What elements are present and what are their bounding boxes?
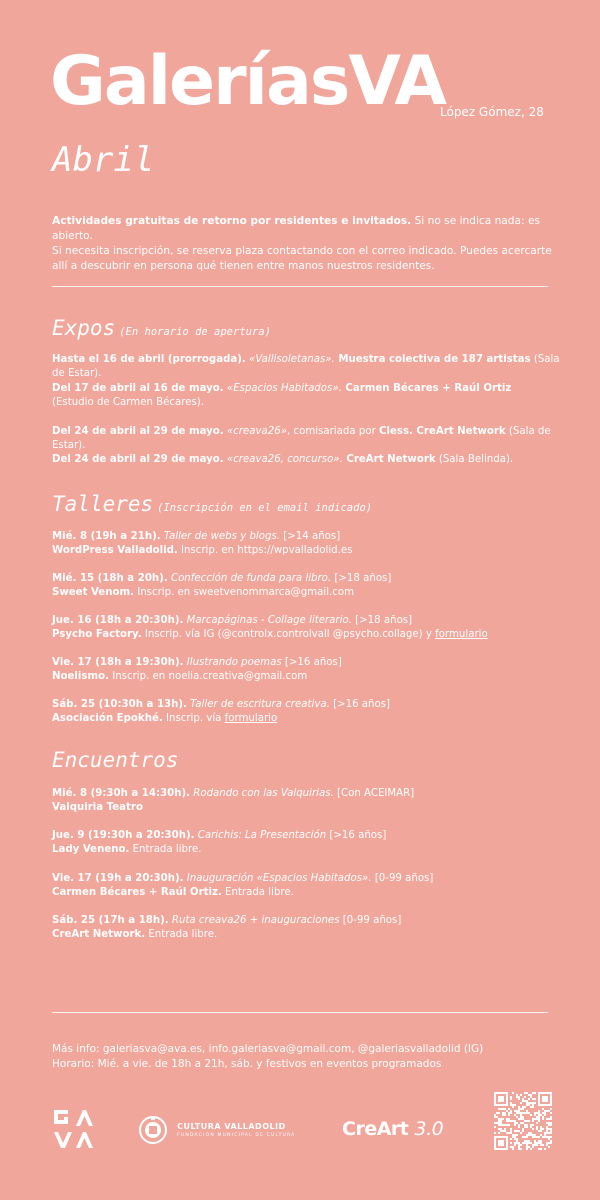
encuentro-info: Entrada libre. — [221, 887, 294, 898]
encuentro-item — [52, 829, 572, 857]
expo-work: «creava26, concurso». — [226, 454, 343, 465]
encuentro-org: Valquiria Teatro — [52, 802, 143, 813]
expo-item — [52, 425, 572, 453]
taller-info: Inscrip. vía IG (@controlx.controlvall @psycho.collage) y — [141, 629, 436, 640]
creart-version: 3.0 — [414, 1118, 444, 1140]
address: López Gómez, 28 — [440, 105, 544, 119]
talleres-title: Talleres — [52, 492, 154, 516]
taller-name: Marcapáginas - Collage literario. — [186, 615, 352, 626]
coat-of-arms-icon — [138, 1114, 168, 1146]
taller-org: WordPress Valladolid. — [52, 545, 178, 556]
encuentro-name: Ruta creava26 + inauguraciones — [171, 915, 340, 926]
talleres-subtitle: (Inscripción en el email indicado) — [157, 502, 373, 514]
taller-name: Confección de funda para libro. — [170, 573, 332, 584]
page-title: GaleríasVA — [50, 42, 445, 121]
creart-logo — [342, 1118, 443, 1140]
qr-code-icon[interactable] — [494, 1092, 552, 1150]
taller-date: Jue. 16 (18h a 20:30h). — [52, 615, 184, 626]
expos-title: Expos — [52, 316, 116, 340]
taller-item — [52, 572, 572, 600]
footer-hours: Horario: Mié. a vie. de 18h a 21h, sáb. y festivos en eventos programados — [52, 1058, 442, 1070]
section-title-encuentros — [52, 748, 178, 772]
intro-text — [52, 214, 552, 274]
encuentro-name: Rodando con las Valquirias. — [193, 788, 334, 799]
encuentro-org: CreArt Network. — [52, 929, 146, 940]
encuentro-date: Vie. 17 (19h a 20:30h). — [52, 873, 184, 884]
section-title-talleres — [52, 492, 372, 516]
expo-place: (Sala de Estar). — [52, 354, 560, 379]
intro-line3: allí a descubrir en persona qué tienen entre manos nuestros residentes. — [52, 260, 435, 272]
encuentro-item — [52, 787, 572, 815]
expo-place: (Sala Belinda). — [435, 454, 514, 465]
form-link[interactable]: formulario — [435, 629, 488, 640]
taller-org: Asociación Epokhé. — [52, 713, 163, 724]
footer-info — [52, 1042, 483, 1072]
expo-work: «Vallisoletanas». — [249, 354, 335, 365]
taller-name: Taller de webs y blogs. — [163, 531, 281, 542]
intro-line2: Si necesita inscripción, se reserva plaza contactando con el correo indicado. Puedes acercarte — [52, 245, 552, 257]
expo-place: (Estudio de Carmen Bécares). — [52, 397, 205, 408]
expo-artists: Carmen Bécares + Raúl Ortiz — [341, 383, 512, 394]
encuentro-org: Lady Veneno. — [52, 844, 130, 855]
expo-item — [52, 382, 572, 410]
expo-desc: Muestra colectiva de 187 artistas — [334, 354, 531, 365]
expo-place: (Sala de Estar). — [52, 426, 551, 451]
expos-subtitle: (En horario de apertura) — [119, 326, 271, 338]
taller-date: Mié. 15 (18h a 20h). — [52, 573, 168, 584]
expo-item — [52, 353, 572, 381]
taller-age: [>18 años] — [351, 615, 413, 626]
taller-org: Sweet Venom. — [52, 587, 134, 598]
expo-date: Del 24 de abril al 29 de mayo. — [52, 454, 224, 465]
expo-item — [52, 453, 572, 467]
taller-date: Sáb. 25 (10:30h a 13h). — [52, 699, 187, 710]
expo-work: «creava26» — [226, 426, 288, 437]
encuentro-org: Carmen Bécares + Raúl Ortiz. — [52, 887, 222, 898]
taller-item — [52, 698, 572, 726]
expo-date: Del 24 de abril al 29 de mayo. — [52, 426, 224, 437]
divider-top — [52, 286, 548, 287]
encuentro-age: [Con ACEIMAR] — [333, 788, 415, 799]
taller-age: [>14 años] — [280, 531, 341, 542]
expo-desc: , comisariada por — [287, 426, 379, 437]
taller-age: [>16 años] — [329, 699, 391, 710]
divider-bottom — [52, 1012, 548, 1013]
taller-info: Inscrip. vía — [162, 713, 225, 724]
encuentro-name: Inauguración «Espacios Habitados». — [186, 873, 372, 884]
taller-item — [52, 614, 572, 642]
encuentro-item — [52, 872, 572, 900]
taller-age: [>18 años] — [331, 573, 392, 584]
taller-name: Taller de escritura creativa. — [190, 699, 330, 710]
intro-line1: Si no se indica nada: es abierto. — [52, 215, 540, 242]
form-link[interactable]: formulario — [224, 713, 278, 724]
encuentro-info: Entrada libre. — [145, 929, 218, 940]
section-title-expos — [52, 316, 271, 340]
encuentro-info: Entrada libre. — [129, 844, 202, 855]
taller-date: Mié. 8 (19h a 21h). — [52, 531, 161, 542]
encuentro-age: [>16 años] — [326, 830, 387, 841]
expo-date: Hasta el 16 de abril (prorrogada). — [52, 354, 246, 365]
taller-age: [>16 años] — [281, 657, 342, 668]
taller-org: Psycho Factory. — [52, 629, 142, 640]
footer-contact: Más info: galeriasva@ava.es, info.galeriasva@gmail.com, @galeriasvalladolid (IG) — [52, 1043, 484, 1055]
taller-info: Inscrip. en noelia.creativa@gmail.com — [108, 671, 308, 682]
taller-item — [52, 656, 572, 684]
gava-logo — [52, 1108, 98, 1150]
encuentro-name: Carichis: La Presentación — [197, 830, 327, 841]
cultura-subtitle: FUNDACIÓN MUNICIPAL DE CULTURA — [177, 1133, 296, 1138]
expo-org: CreArt Network — [342, 454, 436, 465]
encuentro-date: Sáb. 25 (17h a 18h). — [52, 915, 169, 926]
encuentro-date: Mié. 8 (9:30h a 14:30h). — [52, 788, 191, 799]
taller-info: Inscrip. en https://wpvalladolid.es — [177, 545, 353, 556]
encuentro-age: [0-99 años] — [371, 873, 434, 884]
taller-org: Noelismo. — [52, 671, 109, 682]
expo-org: Cless. CreArt Network — [379, 426, 506, 437]
taller-date: Vie. 17 (18h a 19:30h). — [52, 657, 184, 668]
taller-info: Inscrip. en sweetvenommarca@gmail.com — [133, 587, 355, 598]
cultura-name: CULTURA VALLADOLID — [177, 1122, 286, 1131]
creart-name: CreArt — [342, 1118, 409, 1140]
encuentro-item — [52, 914, 572, 942]
cultura-valladolid-logo — [138, 1114, 295, 1146]
encuentro-date: Jue. 9 (19:30h a 20:30h). — [52, 830, 195, 841]
encuentro-age: [0-99 años] — [339, 915, 402, 926]
expo-date: Del 17 de abril al 16 de mayo. — [52, 383, 224, 394]
encuentros-title: Encuentros — [52, 748, 179, 772]
taller-item — [52, 530, 572, 558]
month-title: Abril — [52, 140, 155, 180]
expo-work: «Espacios Habitados». — [226, 383, 342, 394]
intro-bold: Actividades gratuitas de retorno por residentes e invitados. — [52, 215, 412, 227]
taller-name: Ilustrando poemas — [186, 657, 282, 668]
